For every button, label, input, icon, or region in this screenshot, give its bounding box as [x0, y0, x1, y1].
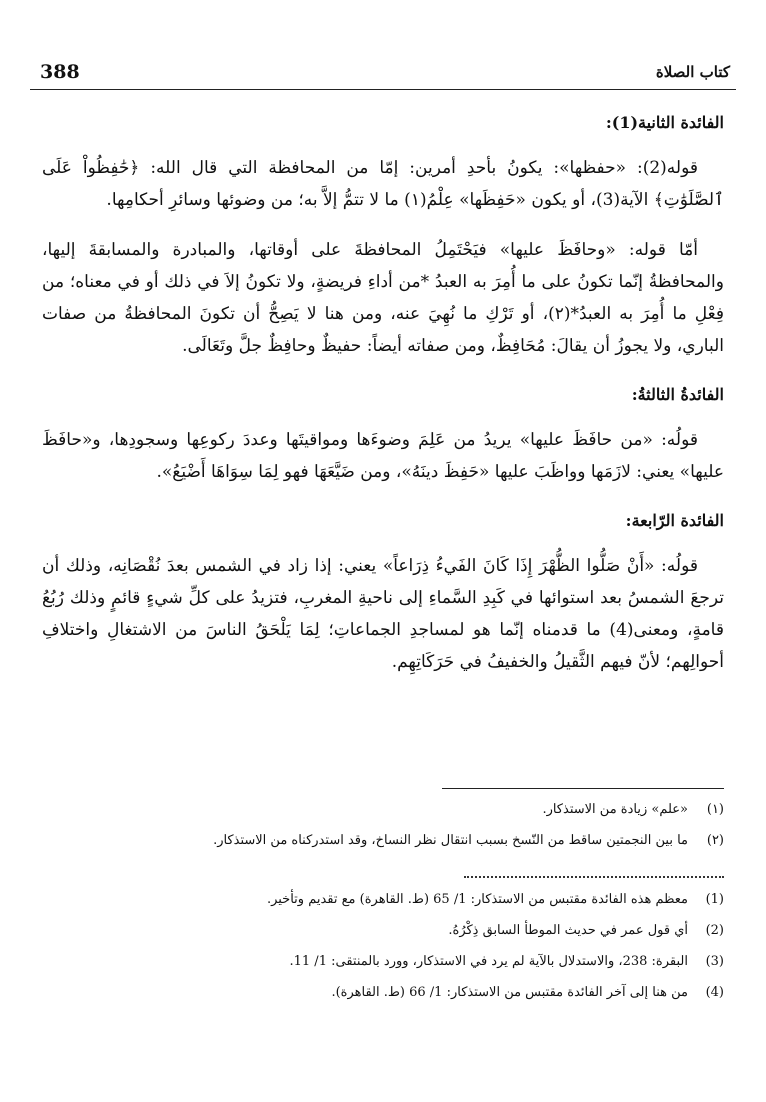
footnote-text: من هنا إلى آخر الفائدة مقتبس من الاستذكار: 1/ 66 (ط. القاهرة). [331, 985, 688, 1000]
footnote [42, 983, 724, 1003]
running-title: كتاب الصلاة [655, 63, 730, 81]
footnote-number: (٢) [706, 833, 724, 848]
section-heading: الفائدةُ الثالثةُ: [631, 385, 724, 404]
section-heading: الفائدة الرّابعة: [625, 511, 724, 530]
section-heading: الفائدة الثانية(1): [605, 113, 724, 132]
page-number: 388 [40, 61, 80, 83]
footnote [42, 890, 724, 910]
dotted-separator [464, 876, 724, 878]
footnote-text: معظم هذه الفائدة مقتبس من الاستذكار: 1/ 65 (ط. القاهرة) مع تقديم وتأخير. [266, 892, 688, 907]
editor-footnotes [42, 800, 724, 862]
paragraph: أمّا قوله: «وحافَظَ عليها» فيَحْتَمِلُ المحافظةَ على أوقاتها، والمبادرة والمسابقةَ إليها، والمحافظةُ إنّما تكونُ على ما أُمِرَ به العبدُ *من أداءِ فريضةٍ، ولا تكونُ إلاَ في ذلك أو في معناه؛ من فِعْلِ ما أُمِرَ به العبدُ*(٢)، أو تَرْكِ ما نُهِيَ عنه، ومن هنا لا يَصِحُّ أن تكونَ المحافظةُ من صفات الباري، ولا يجوزُ أن يقالَ: مُحَافِظٌ، ومن صفاته أيضاً: حفيظٌ وحافِظٌ جلَّ وتَعَالَى. [42, 240, 725, 356]
footnote-number: (2) [705, 923, 724, 938]
footnote-number: (1) [705, 892, 724, 907]
paragraph: قوله(2): «حفظها»: يكونُ بأحدِ أمرين: إمّا من المحافظة التي قال الله: ﴿حَٰفِظُواْ عَلَى ٱلصَّلَوَٰتِ﴾ الآية(3)، أو يكون «حَفِظَها» عِلْمُ(١) ما لا تتمُّ إلاَّ به؛ من وضوئها وسائرِ أحكامِها. [42, 158, 724, 210]
footnote-separator [442, 788, 724, 789]
footnote-text: «علم» زيادة من الاستذكار. [542, 802, 688, 817]
footnote [42, 921, 724, 941]
footnote [42, 831, 724, 851]
paragraph: قولُه: «أَنْ صَلُّوا الظُّهْرَ إِذَا كَانَ الفَيءُ ذِرَاعاً» يعني: إذا زاد في الشمس بعدَ نُقْصَانِه، وذلك أن ترجعَ الشمسُ بعد استوائها في كَبِدِ السَّماءِ إلى ناحيةِ المغربِ، فتزيدُ على كلِّ شيءٍ قائمٍ وذلك رُبُعُ قامةٍ، ومعنى(4) ما قدمناه إنّما هو لمساجدِ الجماعاتِ؛ لِمَا يَلْحَقُ الناسَ من الاشتغالِ واختلافِ أحوالِهم؛ لأنّ فيهم الثَّقيلُ والخفيفُ في حَرَكَاتِهِم. [42, 556, 724, 672]
footnote-text: البقرة: 238، والاستدلال بالآية لم يرد في الاستذكار، وورد بالمنتقى: 1/ 11. [289, 954, 688, 969]
footnote [42, 800, 724, 820]
author-footnotes [42, 890, 724, 1014]
footnote-number: (3) [705, 954, 724, 969]
main-text [42, 100, 724, 696]
footnote-text: ما بين النجمتين ساقط من النّسخ بسبب انتقال نظر النساخ، وقد استدركناه من الاستذكار. [213, 833, 688, 848]
paragraph: قولُه: «من حافَظَ عليها» يريدُ من عَلِمَ وضوءَها ومواقيتَها وعددَ ركوعِها وسجودِها، و«حافَظَ عليها» يعني: لازَمَها وواظَبَ عليها «حَفِظَ دينَهُ»، ومن ضَيَّعَهَا فهو لِمَا سِوَاهَا أَضْيَعُ». [42, 430, 724, 482]
page-header [30, 55, 736, 90]
footnote [42, 952, 724, 972]
footnote-text: أي قول عمر في حديث الموطأ السابق ذِكْرُهُ. [448, 923, 688, 938]
footnote-number: (١) [706, 802, 724, 817]
footnote-number: (4) [705, 985, 724, 1000]
